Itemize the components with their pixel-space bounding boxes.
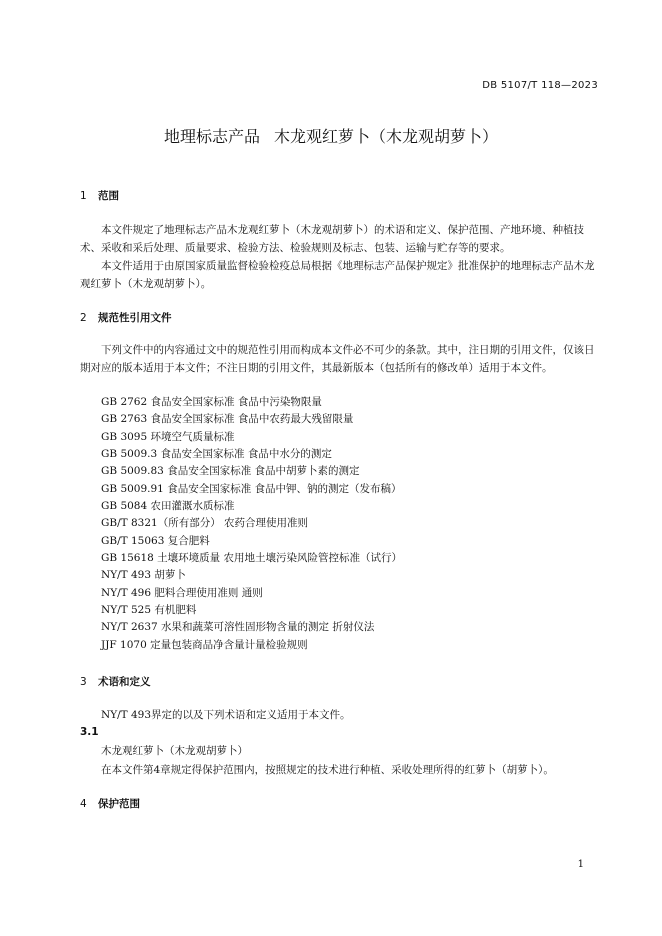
- section-3-title: 术语和定义: [98, 676, 151, 688]
- reference-item: JJF 1070 定量包装商品净含量计量检验规则: [101, 638, 308, 651]
- scope-paragraph-1: 本文件规定了地理标志产品木龙观红萝卜（木龙观胡萝卜）的术语和定义、保护范围、产地环境、种植技术、采收和采后处理、质量要求、检验方法、检验规则及标志、包装、运输与贮存等的要求。: [80, 224, 584, 254]
- section-3-heading: 3 术语和定义: [80, 676, 151, 688]
- term-name: 木龙观红萝卜（木龙观胡萝卜）: [101, 745, 248, 757]
- document-title: [0, 124, 662, 147]
- title-part-2: 木龙观红萝卜（木龙观胡萝卜）: [274, 127, 499, 146]
- reference-item: GB/T 15063 复合肥料: [101, 534, 210, 547]
- section-4-title: 保护范围: [98, 798, 140, 810]
- page-number: 1: [577, 859, 584, 870]
- section-1-title: 范围: [98, 190, 119, 202]
- section-1-heading: 1 范围: [80, 190, 119, 202]
- reference-item: NY/T 2637 水果和蔬菜可溶性固形物含量的测定 折射仪法: [101, 621, 375, 634]
- scope-paragraph-2: 本文件适用于由原国家质量监督检验检疫总局根据《地理标志产品保护规定》批准保护的地理标志产品木龙观红萝卜（木龙观胡萝卜）。: [80, 260, 595, 290]
- reference-item: GB 5084 农田灌溉水质标准: [101, 500, 235, 513]
- reference-item: GB 15618 土壤环境质量 农用地土壤污染风险管控标准（试行）: [101, 552, 403, 565]
- reference-list: [101, 394, 402, 654]
- reference-item: GB 2763 食品安全国家标准 食品中农药最大残留限量: [101, 413, 354, 426]
- term-definition: 在本文件第4章规定得保护范围内，按照规定的技术进行种植、采收处理所得的红萝卜（胡萝卜）。: [101, 764, 554, 776]
- terms-intro: NY/T 493界定的以及下列术语和定义适用于本文件。: [101, 709, 351, 721]
- reference-item: NY/T 525 有机肥料: [101, 604, 197, 617]
- title-part-1: 地理标志产品: [163, 127, 260, 146]
- normative-intro: 下列文件中的内容通过文中的规范性引用而构成本文件必不可少的条款。其中，注日期的引用文件，仅该日期对应的版本适用于本文件；不注日期的引用文件，其最新版本（包括所有的修改单）适用于本文件。: [80, 344, 595, 374]
- section-2-heading: 2 规范性引用文件: [80, 312, 172, 324]
- reference-item: GB 5009.3 食品安全国家标准 食品中水分的测定: [101, 448, 332, 461]
- reference-item: NY/T 493 胡萝卜: [101, 569, 186, 582]
- section-2-title: 规范性引用文件: [98, 312, 172, 324]
- reference-item: GB 3095 环境空气质量标准: [101, 430, 235, 443]
- reference-item: GB 2762 食品安全国家标准 食品中污染物限量: [101, 396, 322, 408]
- standard-code: DB 5107/T 118—2023: [482, 80, 598, 91]
- section-4-heading: 4 保护范围: [80, 798, 140, 810]
- reference-item: GB 5009.91 食品安全国家标准 食品中钾、钠的测定（发布稿）: [101, 482, 402, 495]
- reference-item: GB 5009.83 食品安全国家标准 食品中胡萝卜素的测定: [101, 465, 360, 478]
- term-number: 3.1: [80, 726, 99, 738]
- reference-item: GB/T 8321（所有部分） 农药合理使用准则: [101, 517, 309, 530]
- reference-item: NY/T 496 肥料合理使用准则 通则: [101, 586, 263, 599]
